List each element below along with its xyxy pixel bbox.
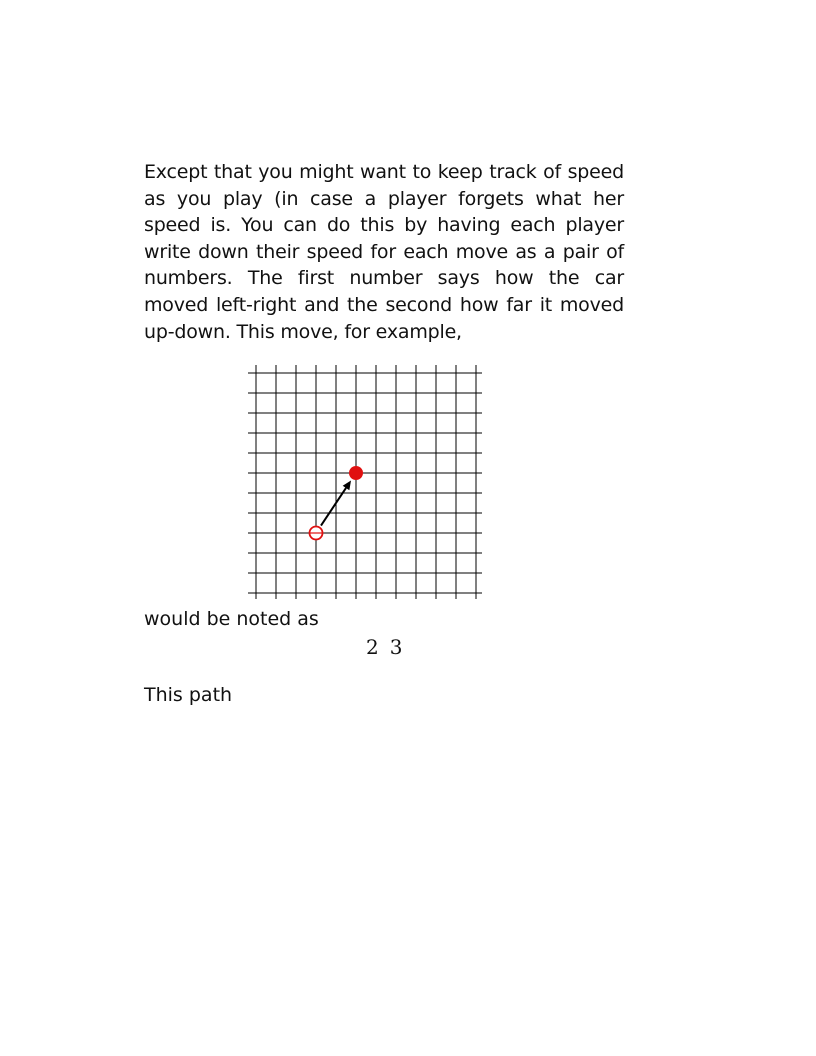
caption-text: would be noted as xyxy=(144,608,319,630)
speed-pair xyxy=(366,634,402,660)
move-grid-figure xyxy=(248,365,484,601)
speed-dx: 2 xyxy=(366,635,379,659)
body-paragraph: Except that you might want to keep track of speed as you play (in case a player forgets what her speed is. You can do this by having each player write down their speed for each move as a pair of numbers. The first number says how the car moved left-right and the second how far it moved up-down. This move, for example, xyxy=(144,161,624,343)
trailing-text: This path xyxy=(144,684,233,706)
move-arrow xyxy=(321,488,346,526)
end-position-marker xyxy=(349,466,363,480)
grid-svg xyxy=(248,365,484,601)
speed-dy: 3 xyxy=(389,635,403,659)
grid-lines xyxy=(248,365,482,599)
arrow-head xyxy=(343,480,351,490)
